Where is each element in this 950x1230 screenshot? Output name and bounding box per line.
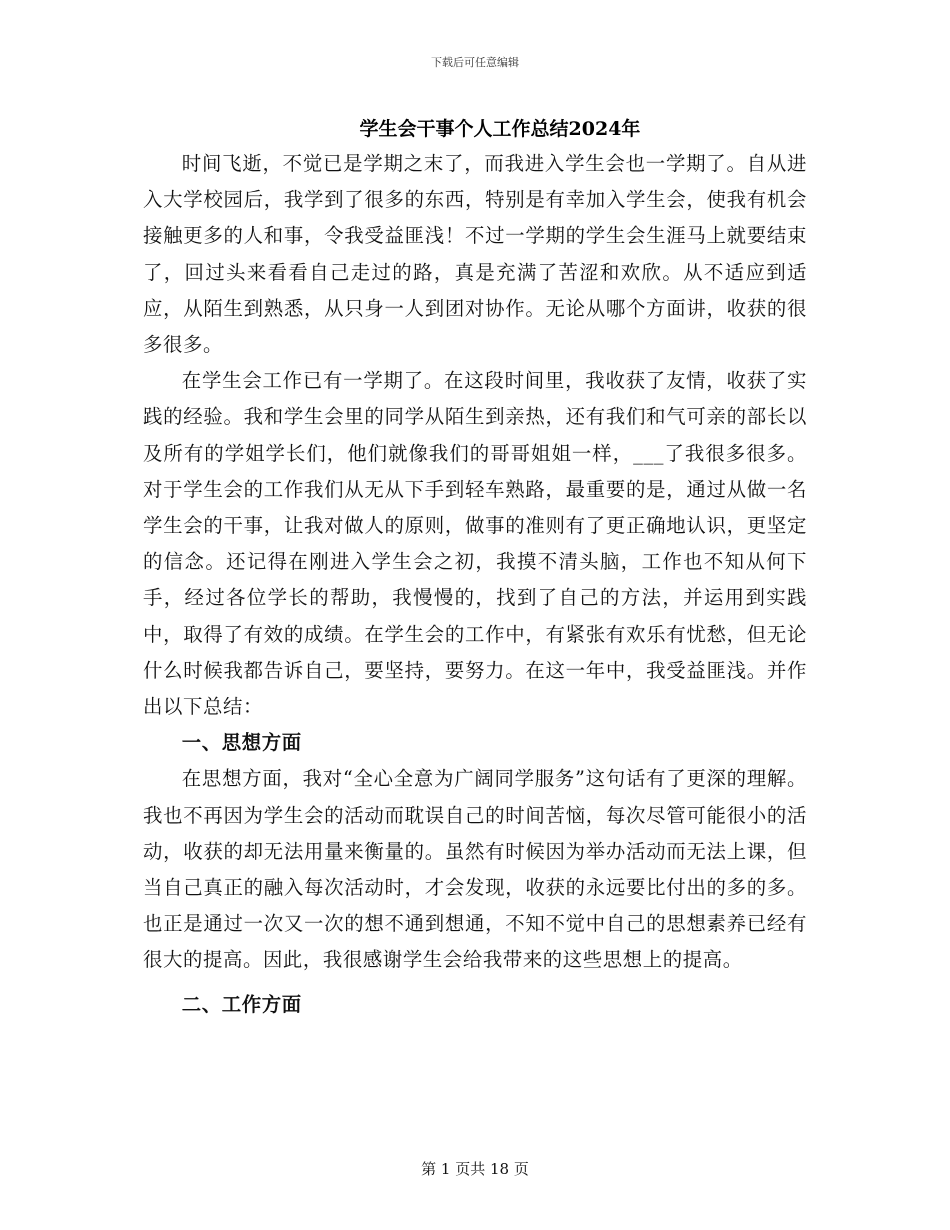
document-body xyxy=(143,146,807,1023)
document-title: 学生会干事个人工作总结2024年 xyxy=(359,118,641,140)
paragraph-experience: 在学生会工作已有一学期了。在这段时间里，我收获了友情，收获了实践的经验。我和学生会里的同学从陌生到亲热，还有我们和气可亲的部长以及所有的学姐学长们，他们就像我们的哥哥姐姐一样，___了我很多很多。对于学生会的工作我们从无从下手到轻车熟路，最重要的是，通过从做一名学生会的干事，让我对做人的原则，做事的准则有了更正确地认识，更坚定的信念。还记得在刚进入学生会之初，我摸不清头脑，工作也不知从何下手，经过各位学长的帮助，我慢慢的，找到了自己的方法，并运用到实践中，取得了有效的成绩。在学生会的工作中，有紧张有欢乐有忧愁，但无论什么时候我都告诉自己，要坚持，要努力。在这一年中，我受益匪浅。并作出以下总结： xyxy=(143,369,807,719)
paragraph-intro: 时间飞逝，不觉已是学期之末了，而我进入学生会也一学期了。自从进入大学校园后，我学到了很多的东西，特别是有幸加入学生会，使我有机会接触更多的人和事，令我受益匪浅！不过一学期的学生会生涯马上就要结束了，回过头来看看自己走过的路，真是充满了苦涩和欢欣。从不适应到适应，从陌生到熟悉，从只身一人到团对协作。无论从哪个方面讲，收获的很多很多。 xyxy=(143,152,807,357)
section-heading-thought: 一、思想方面 xyxy=(181,731,302,755)
header-note: 下载后可任意编辑 xyxy=(431,56,519,69)
page-footer: 第 1 页共 18 页 xyxy=(421,1160,529,1178)
section-heading-work: 二、工作方面 xyxy=(181,992,302,1016)
paragraph-thought: 在思想方面，我对“全心全意为广阔同学服务”这句话有了更深的理解。我也不再因为学生会的活动而耽误自己的时间苦恼，每次尽管可能很小的活动，收获的却无法用量来衡量的。虽然有时候因为举办活动而无法上课，但当自己真正的融入每次活动时，才会发现，收获的永远要比付出的多的多。也正是通过一次又一次的想不通到想通，不知不觉中自己的思想素养已经有很大的提高。因此，我很感谢学生会给我带来的这些思想上的提高。 xyxy=(143,767,807,972)
